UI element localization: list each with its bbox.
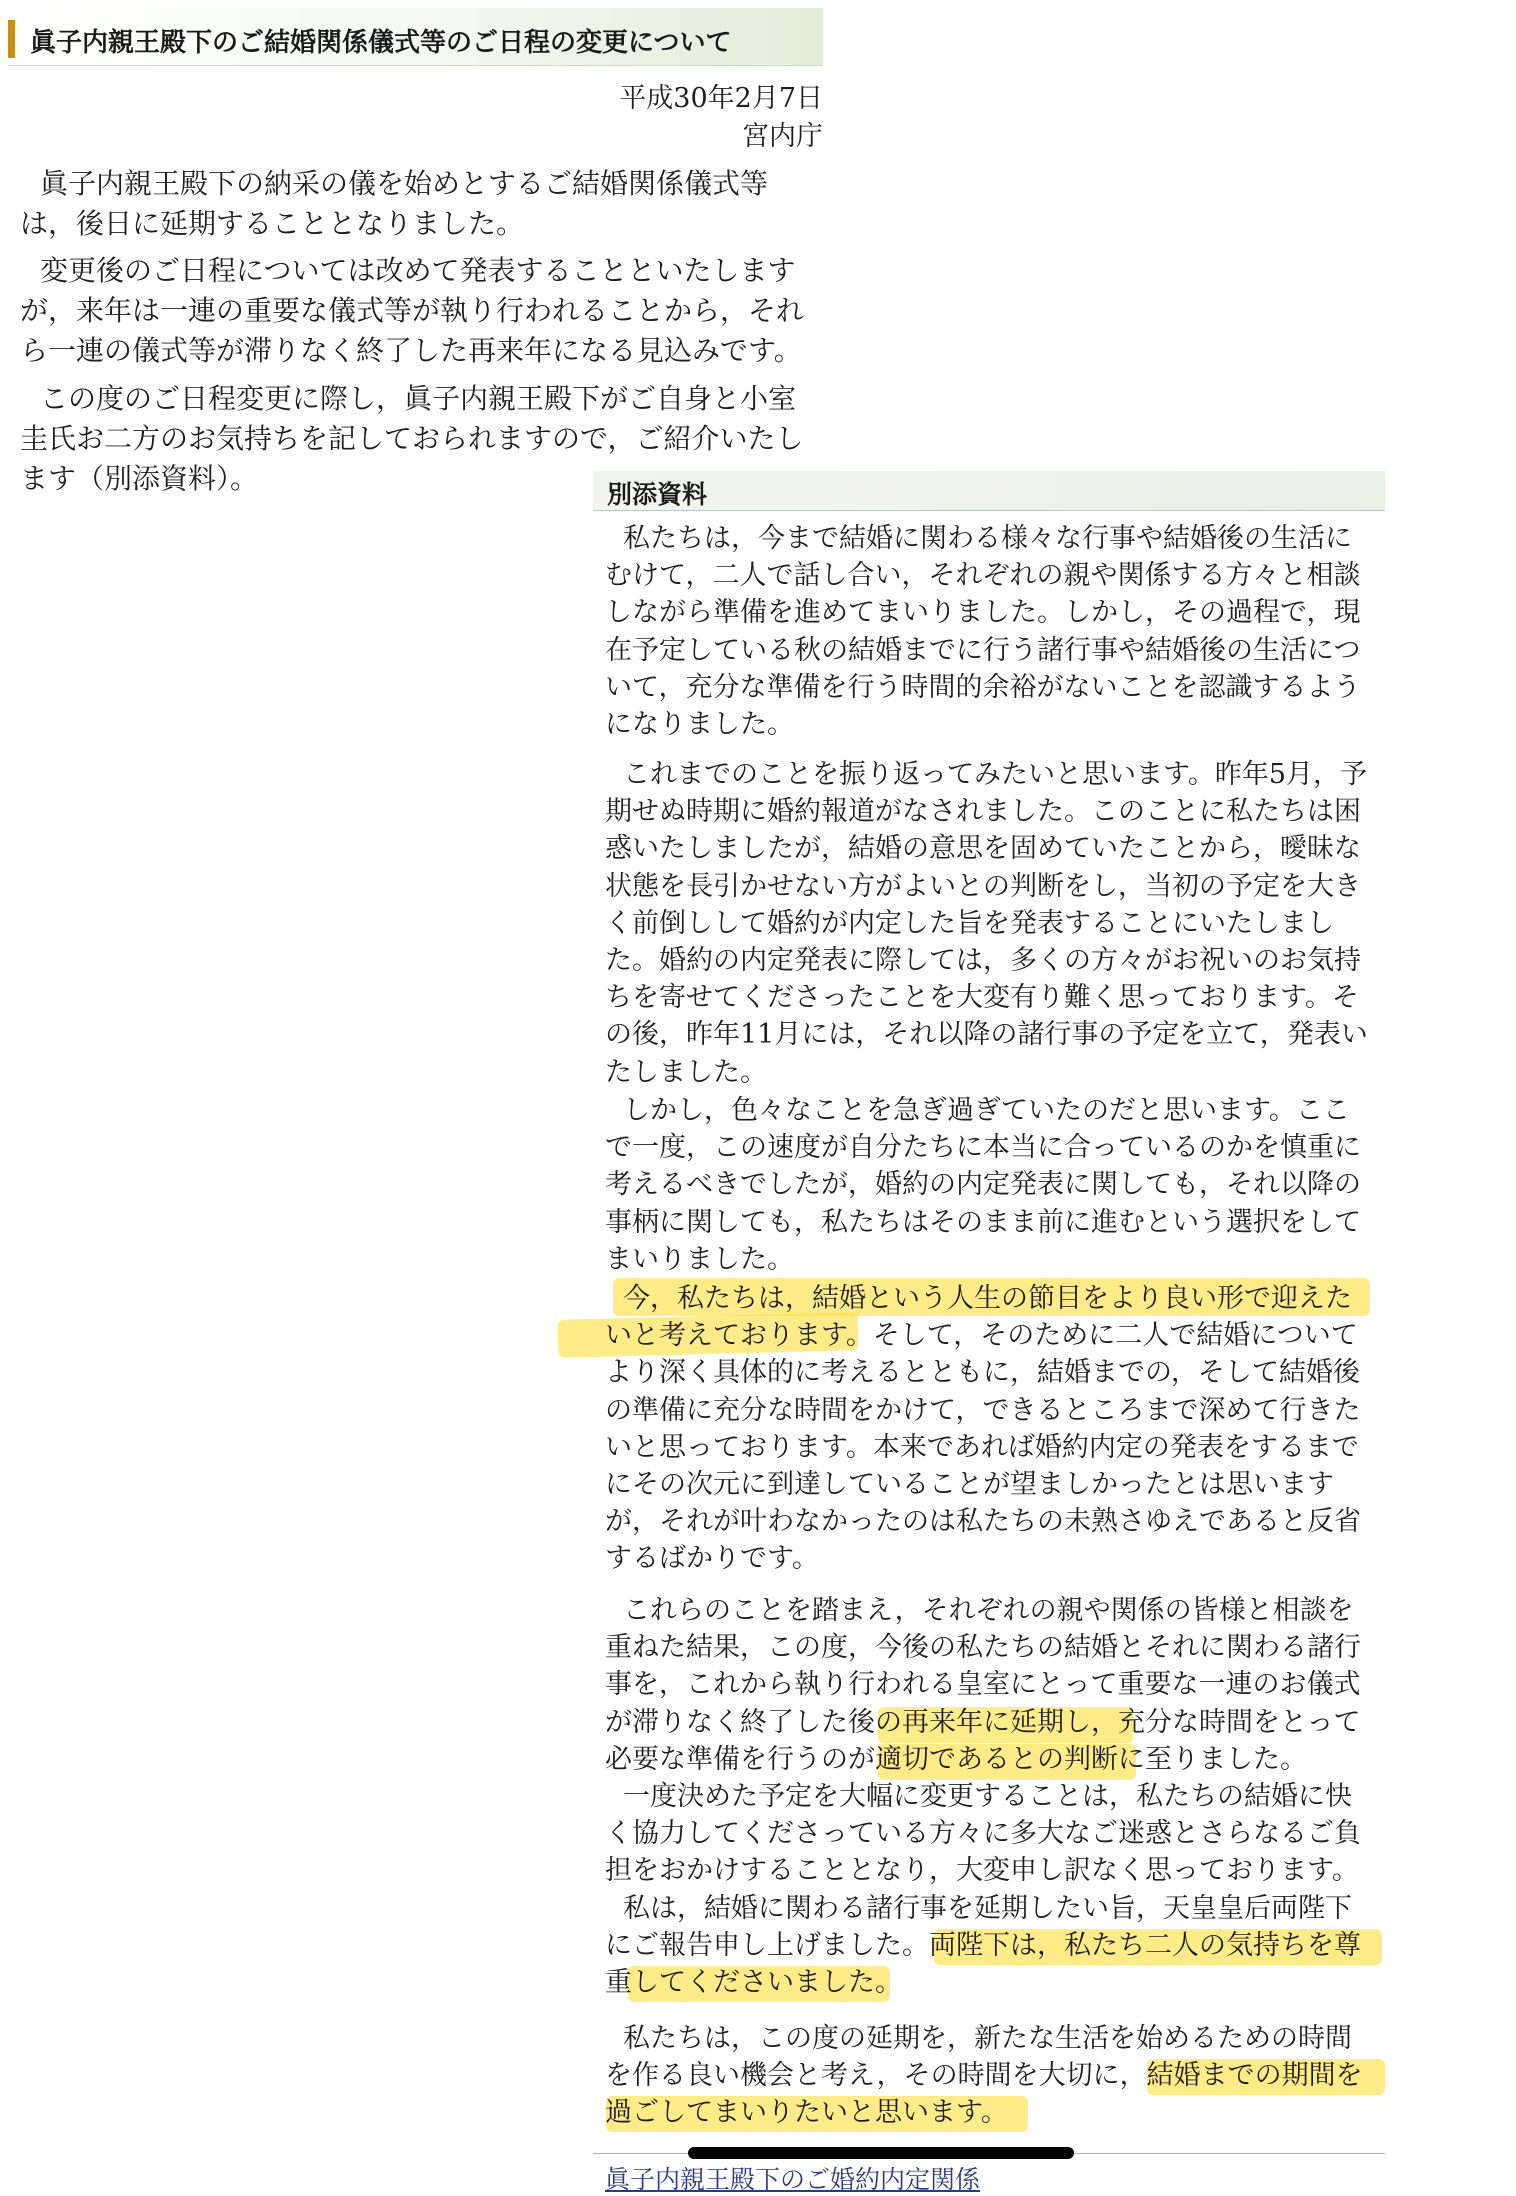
announcement-paragraph-3: この度のご日程変更に際し，眞子内親王殿下がご自身と小室 圭氏お二方のお気持ちを記しておられますので，ご紹介いたし ます（別添資料）。 (20, 382, 804, 495)
attachment-heading: 別添資料 (607, 480, 708, 509)
announcement-paragraph-2: 変更後のご日程については改めて発表することといたします が，来年は一連の重要な儀式等が執り行われることから，それ ら一連の儀式等が滞りなく終了した再来年になる見込みです。 (20, 254, 805, 367)
attachment-paragraph-1: 私たちは，今まで結婚に関わる様々な行事や結婚後の生活に むけて，二人で話し合い，それぞれの親や関係する方々と相談 しながら準備を進めてまいりました。しかし，その過程で，現 在予定している秋の結婚までに行う諸行事や結婚後の生活につ いて，充分な準備を行う時間的余裕がないことを認識するよう になりました。 (605, 523, 1361, 741)
related-link[interactable]: 眞子内親王殿下のご婚約内定関係 (605, 2165, 981, 2194)
home-indicator[interactable] (688, 2147, 1074, 2159)
issuing-agency: 宮内庁 (742, 121, 823, 152)
attachment-paragraph-2: これまでのことを振り返ってみたいと思います。昨年5月，予 期せぬ時期に婚約報道がなされました。このことに私たちは困 惑いたしましたが，結婚の意思を固めていたことから，曖昧な 状態を長引かせない方がよいとの判断をし，当初の予定を大き く前倒しして婚約が内定した旨を発表することにいたしまし た。婚約の内定発表に際しては，多くの方々がお祝いのお気持 ちを寄せてくださったことを大変有り難く思っております。そ の後，昨年11月には，それ以降の諸行事の予定を立て，発表い たしました。 (605, 759, 1368, 1088)
announcement-paragraph-1: 眞子内親王殿下の納采の儀を始めとするご結婚関係儀式等 は，後日に延期することとなりました。 (20, 167, 769, 240)
attachment-paragraph-6: 一度決めた予定を大幅に変更することは，私たちの結婚に快 く協力してくださっている方々に多大なご迷惑とさらなるご負 担をおかけすることとなり，大変申し訳なく思っております。 (605, 1781, 1361, 1887)
title-bar (8, 8, 823, 66)
attachment-paragraph-8: 私たちは，この度の延期を，新たな生活を始めるための時間 を作る良い機会と考え，その時間を大切に，結婚までの期間を 過ごしてまいりたいと思います。 (605, 2023, 1363, 2129)
announcement-date: 平成30年2月7日 (619, 83, 823, 114)
attachment-paragraph-4: 今，私たちは，結婚という人生の節目をより良い形で迎えた いと考えております。そして，そのために二人で結婚について より深く具体的に考えるとともに，結婚までの，そして結婚後 の準備に充分な時間をかけて，できるところまで深めて行きた いと思っております。本来であれば婚約内定の発表をするまで にその次元に到達していることが望ましかったとは思います が，それが叶わなかったのは私たちの未熟さゆえであると反省 するばかりです。 (605, 1283, 1361, 1575)
attachment-paragraph-3: しかし，色々なことを急ぎ過ぎていたのだと思います。ここ で一度，この速度が自分たちに本当に合っているのかを慎重に 考えるべきでしたが，婚約の内定発表に関しても，それ以降の 事柄に関しても，私たちはそのまま前に進むという選択をして まいりました。 (605, 1095, 1361, 1275)
page-title: 眞子内親王殿下のご結婚関係儀式等のご日程の変更について (30, 28, 732, 58)
attachment-paragraph-5: これらのことを踏まえ，それぞれの親や関係の皆様と相談を 重ねた結果，この度，今後の私たちの結婚とそれに関わる諸行 事を，これから執り行われる皇室にとって重要な一連のお儀式 が滞りなく終了した後の再来年に延期し，充分な時間をとって 必要な準備を行うのが適切であるとの判断に至りました。 (605, 1595, 1361, 1775)
title-accent-bar (8, 20, 15, 58)
attachment-heading-bar (593, 471, 1385, 511)
attachment-paragraph-7: 私は，結婚に関わる諸行事を延期したい旨，天皇皇后両陛下 にご報告申し上げました。両陛下は，私たち二人の気持ちを尊 重してくださいました。 (605, 1893, 1361, 1999)
